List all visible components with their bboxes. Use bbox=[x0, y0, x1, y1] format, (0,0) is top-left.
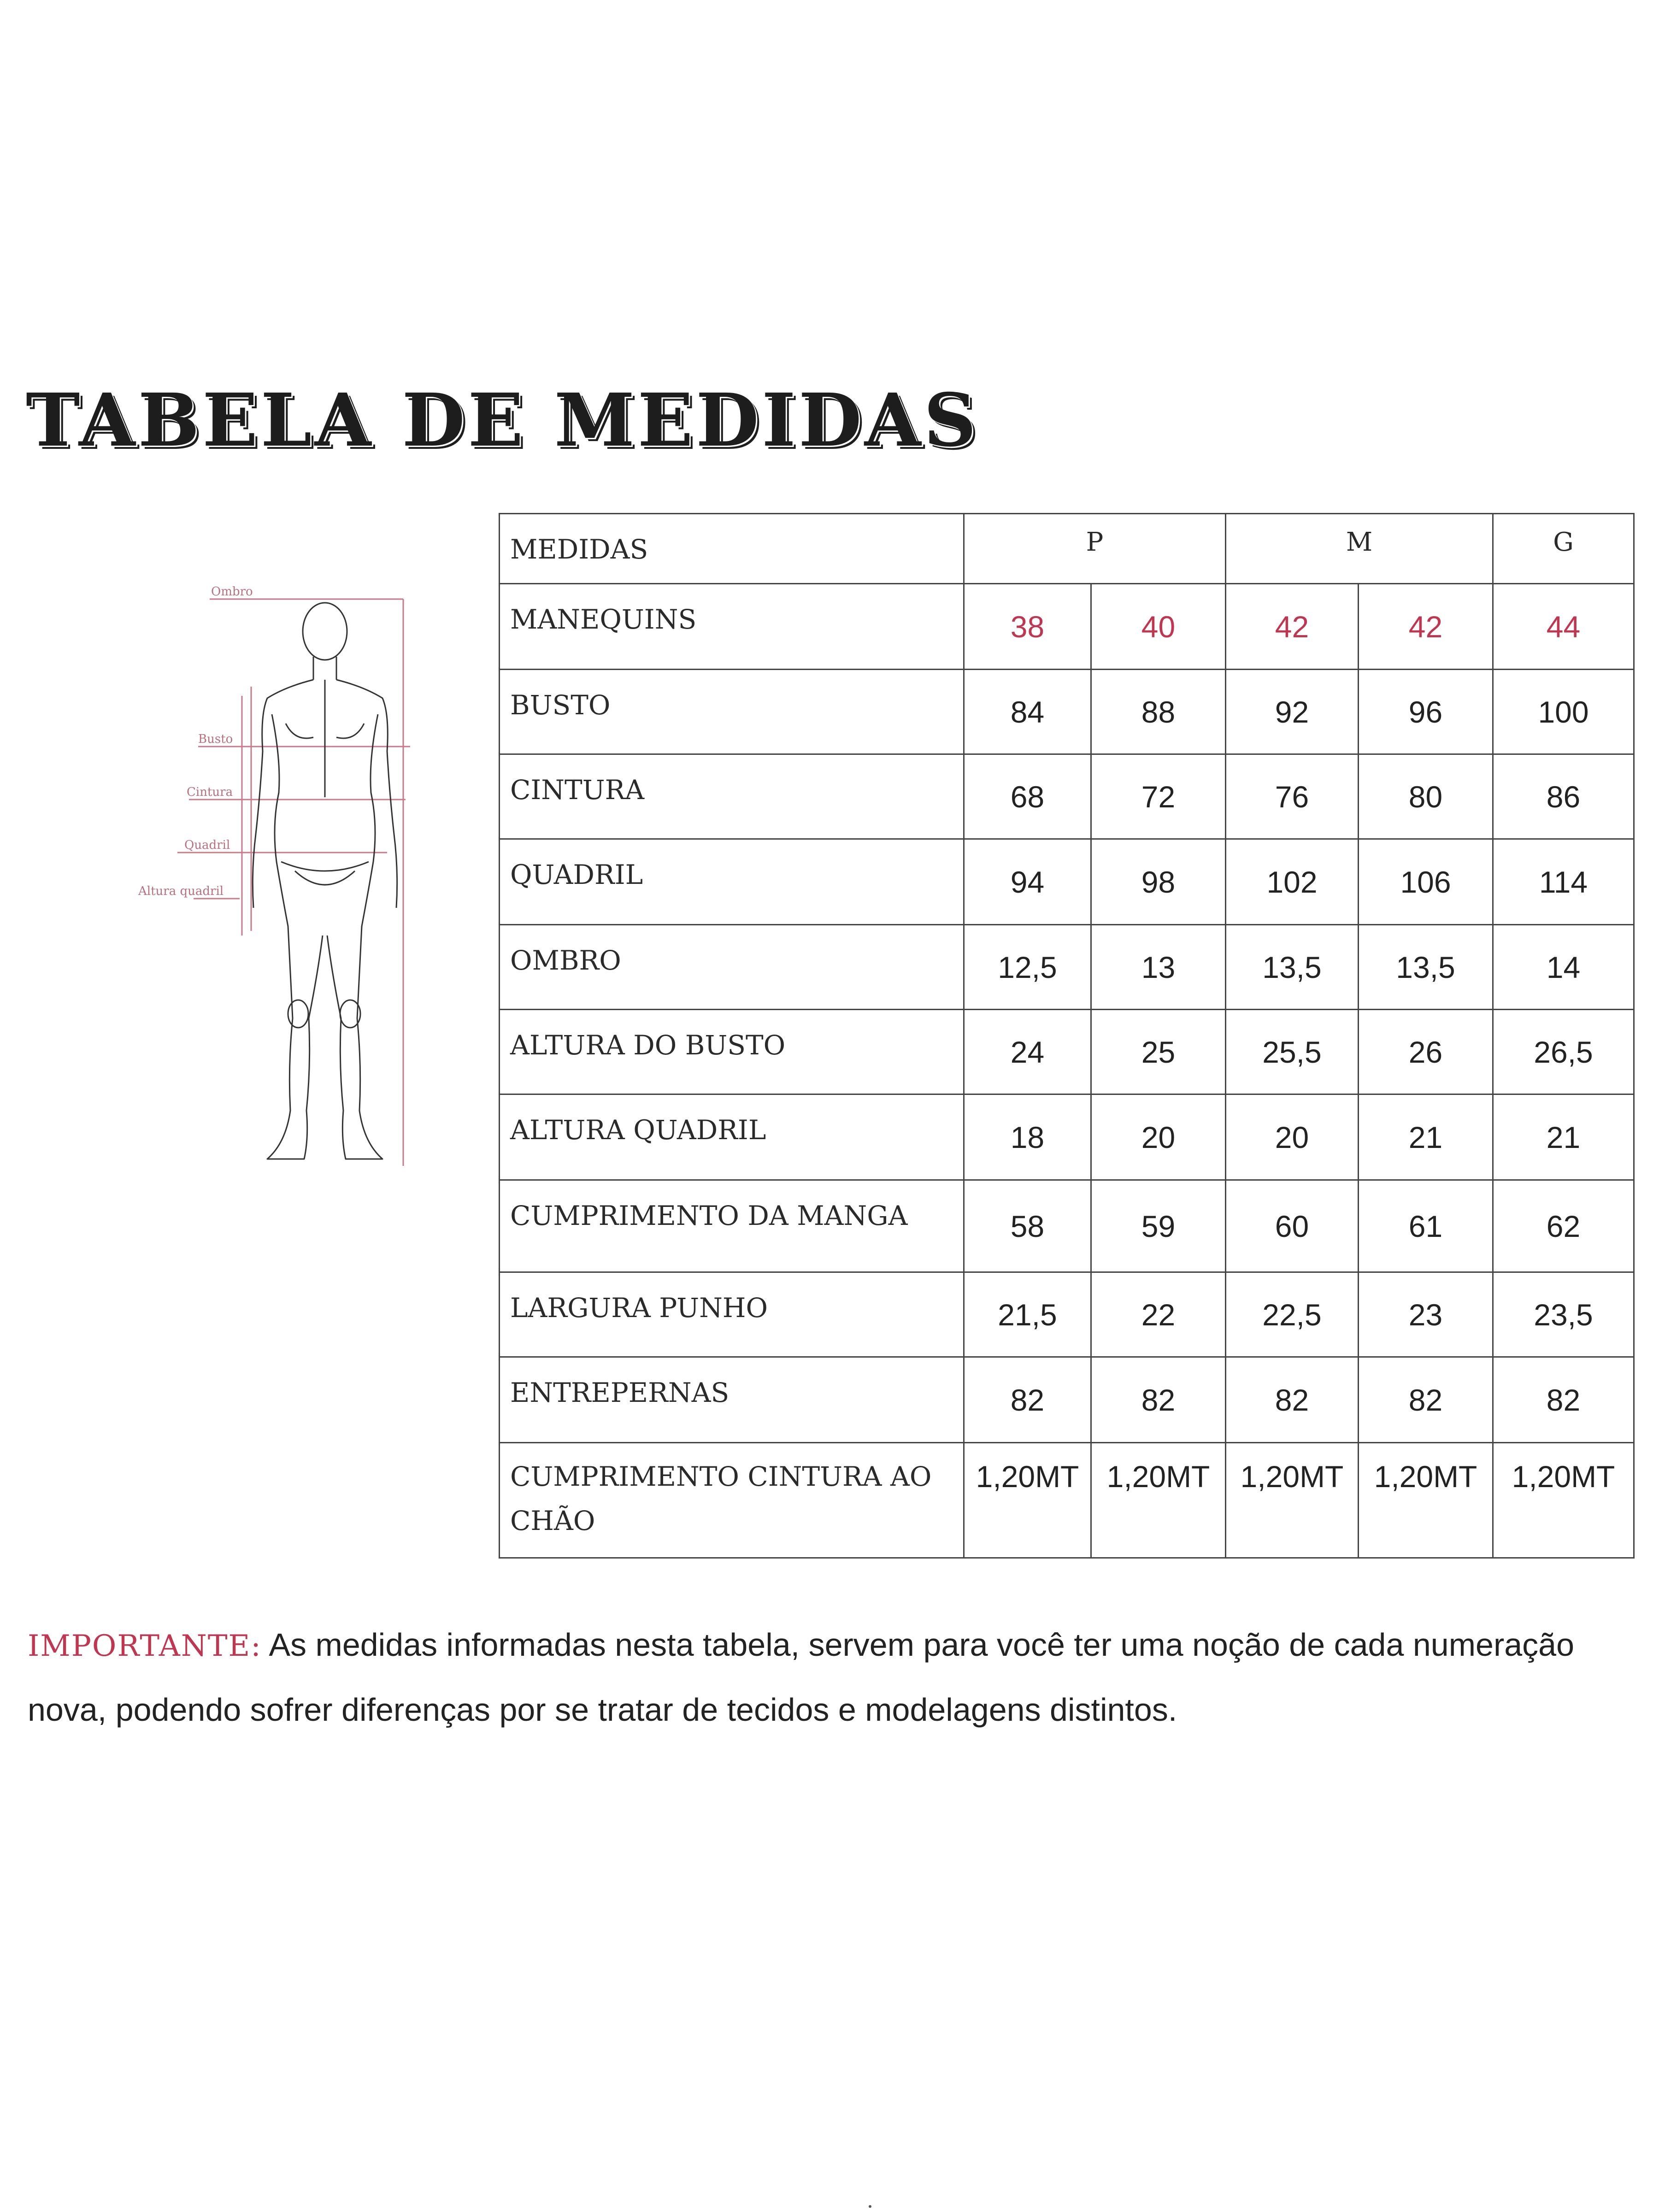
row-label: BUSTO bbox=[500, 670, 964, 754]
cell-value: 114 bbox=[1493, 839, 1634, 925]
cell-value: 84 bbox=[964, 670, 1091, 754]
cell-value: 82 bbox=[1091, 1357, 1226, 1443]
row-label: MANEQUINS bbox=[500, 584, 964, 670]
cell-value: 98 bbox=[1091, 839, 1226, 925]
size-group-p: P bbox=[964, 514, 1226, 584]
label-quadril: Quadril bbox=[184, 838, 230, 852]
size-group-g: G bbox=[1493, 514, 1634, 584]
cell-value: 23,5 bbox=[1493, 1272, 1634, 1357]
cell-value: 1,20MT bbox=[1493, 1443, 1634, 1558]
cell-value: 38 bbox=[964, 584, 1091, 670]
table-row bbox=[500, 670, 1634, 754]
row-label: CUMPRIMENTO CINTURA AO CHÃO bbox=[500, 1443, 964, 1558]
cell-value: 61 bbox=[1359, 1180, 1493, 1272]
table-row bbox=[500, 1010, 1634, 1094]
cell-value: 72 bbox=[1091, 754, 1226, 839]
cell-value: 102 bbox=[1226, 839, 1359, 925]
bottom-dot bbox=[869, 2205, 871, 2208]
cell-value: 106 bbox=[1359, 839, 1493, 925]
cell-value: 80 bbox=[1359, 754, 1493, 839]
cell-value: 21,5 bbox=[964, 1272, 1091, 1357]
label-altura-quadril: Altura quadril bbox=[138, 884, 224, 898]
table-row bbox=[500, 1357, 1634, 1443]
cell-value: 96 bbox=[1359, 670, 1493, 754]
table-row bbox=[500, 754, 1634, 839]
cell-value: 13,5 bbox=[1226, 925, 1359, 1010]
cell-value: 23 bbox=[1359, 1272, 1493, 1357]
header-medidas: MEDIDAS bbox=[500, 514, 964, 584]
cell-value: 22,5 bbox=[1226, 1272, 1359, 1357]
cell-value: 82 bbox=[1493, 1357, 1634, 1443]
table-row bbox=[500, 584, 1634, 670]
cell-value: 21 bbox=[1493, 1094, 1634, 1180]
note-label: IMPORTANTE: bbox=[28, 1629, 262, 1663]
cell-value: 1,20MT bbox=[1359, 1443, 1493, 1558]
label-ombro: Ombro bbox=[211, 585, 253, 599]
table-row bbox=[500, 1180, 1634, 1272]
row-label: OMBRO bbox=[500, 925, 964, 1010]
cell-value: 13,5 bbox=[1359, 925, 1493, 1010]
row-label: QUADRIL bbox=[500, 839, 964, 925]
body-measurement-diagram-icon bbox=[129, 576, 424, 1184]
row-label: CINTURA bbox=[500, 754, 964, 839]
important-note bbox=[28, 1613, 1641, 1741]
cell-value: 25,5 bbox=[1226, 1010, 1359, 1094]
cell-value: 1,20MT bbox=[1091, 1443, 1226, 1558]
cell-value: 26 bbox=[1359, 1010, 1493, 1094]
cell-value: 92 bbox=[1226, 670, 1359, 754]
cell-value: 26,5 bbox=[1493, 1010, 1634, 1094]
cell-value: 94 bbox=[964, 839, 1091, 925]
cell-value: 22 bbox=[1091, 1272, 1226, 1357]
cell-value: 20 bbox=[1091, 1094, 1226, 1180]
cell-value: 60 bbox=[1226, 1180, 1359, 1272]
row-label: CUMPRIMENTO DA MANGA bbox=[500, 1180, 964, 1272]
label-busto: Busto bbox=[198, 732, 233, 746]
cell-value: 24 bbox=[964, 1010, 1091, 1094]
cell-value: 88 bbox=[1091, 670, 1226, 754]
cell-value: 68 bbox=[964, 754, 1091, 839]
cell-value: 18 bbox=[964, 1094, 1091, 1180]
cell-value: 59 bbox=[1091, 1180, 1226, 1272]
cell-value: 86 bbox=[1493, 754, 1634, 839]
size-table bbox=[499, 513, 1635, 1559]
row-label: ALTURA QUADRIL bbox=[500, 1094, 964, 1180]
cell-value: 20 bbox=[1226, 1094, 1359, 1180]
cell-value: 62 bbox=[1493, 1180, 1634, 1272]
table-row bbox=[500, 1272, 1634, 1357]
label-cintura: Cintura bbox=[187, 785, 233, 799]
cell-value: 58 bbox=[964, 1180, 1091, 1272]
note-text: As medidas informadas nesta tabela, servem para você ter uma noção de cada numeração nova, podendo sofrer diferenças por se tratar de tecidos e modelagens distintos. bbox=[28, 1627, 1575, 1728]
cell-value: 40 bbox=[1091, 584, 1226, 670]
size-group-m: M bbox=[1226, 514, 1493, 584]
cell-value: 1,20MT bbox=[964, 1443, 1091, 1558]
cell-value: 82 bbox=[1226, 1357, 1359, 1443]
table-row bbox=[500, 1094, 1634, 1180]
cell-value: 76 bbox=[1226, 754, 1359, 839]
page-title: TABELA DE MEDIDAS bbox=[26, 378, 979, 463]
row-label: ALTURA DO BUSTO bbox=[500, 1010, 964, 1094]
cell-value: 14 bbox=[1493, 925, 1634, 1010]
cell-value: 42 bbox=[1359, 584, 1493, 670]
cell-value: 42 bbox=[1226, 584, 1359, 670]
cell-value: 44 bbox=[1493, 584, 1634, 670]
cell-value: 82 bbox=[964, 1357, 1091, 1443]
cell-value: 100 bbox=[1493, 670, 1634, 754]
table-header-row bbox=[500, 514, 1634, 584]
row-label: LARGURA PUNHO bbox=[500, 1272, 964, 1357]
table-row bbox=[500, 925, 1634, 1010]
cell-value: 25 bbox=[1091, 1010, 1226, 1094]
table-row bbox=[500, 839, 1634, 925]
cell-value: 1,20MT bbox=[1226, 1443, 1359, 1558]
cell-value: 21 bbox=[1359, 1094, 1493, 1180]
cell-value: 13 bbox=[1091, 925, 1226, 1010]
row-label: ENTREPERNAS bbox=[500, 1357, 964, 1443]
table-row bbox=[500, 1443, 1634, 1558]
cell-value: 82 bbox=[1359, 1357, 1493, 1443]
cell-value: 12,5 bbox=[964, 925, 1091, 1010]
